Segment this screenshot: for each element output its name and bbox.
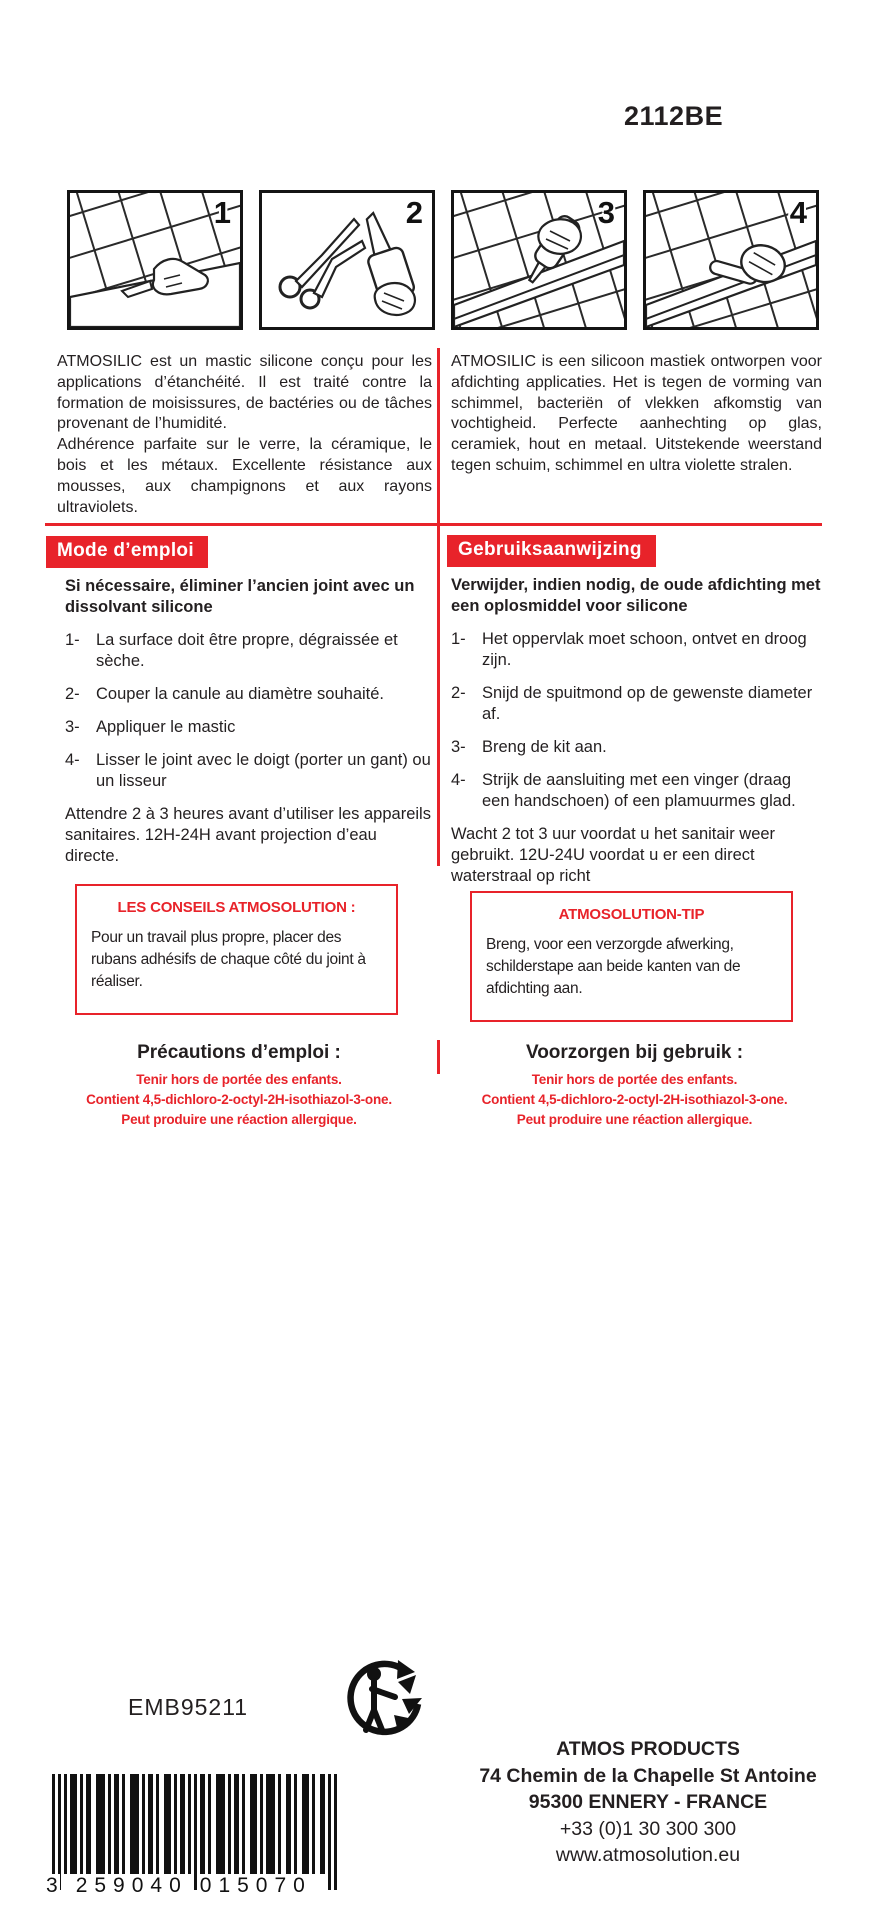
step-number: 1- [451, 629, 466, 648]
step-item [451, 770, 822, 812]
subheading-fr: Si nécessaire, éliminer l’ancien joint avec un dissolvant silicone [65, 577, 415, 617]
precaution-line: Peut produire une réaction allergique. [121, 1112, 357, 1127]
pictogram-number: 3 [597, 195, 615, 230]
section-header-fr: Mode d’emploi [46, 536, 208, 568]
tip-title: ATMOSOLUTION-TIP [558, 905, 705, 923]
french-column [46, 352, 432, 1015]
step-text: Appliquer le mastic [96, 718, 236, 737]
pictogram-number: 2 [405, 195, 423, 230]
step-text: Breng de kit aan. [482, 737, 607, 756]
intro-paragraph-nl: ATMOSILIC is een silicoon mastiek ontworpen voor afdichting applicaties. Het is tegen de vorming van schimmel, bacteriën of vlekken afkomstig van vochtigheid. Perfecte aanhechting op glas, ceramiek, hout en metaal. Uitstekende weerstand tegen schuim, schimmel en ultra violette stralen. [451, 353, 822, 474]
company-phone: +33 (0)1 30 300 300 [559, 1817, 737, 1840]
company-address-line1: 74 Chemin de la Chapelle St Antoine [479, 1764, 817, 1787]
intro-paragraph-fr-2: Adhérence parfaite sur le verre, la céramique, le bois et les métaux. Excellente résistance aux mousses, aux champignons et aux rayons ultraviolets. [57, 436, 432, 516]
subheading-nl: Verwijder, indien nodig, de oude afdichting met een oplosmiddel voor silicone [451, 575, 821, 615]
precautions-nl [447, 1042, 822, 1130]
company-address-block [452, 1736, 844, 1869]
step-item [451, 683, 822, 725]
company-website: www.atmosolution.eu [555, 1844, 741, 1866]
precautions-title: Précautions d’emploi : [137, 1042, 341, 1063]
precaution-line: Contient 4,5-dichloro-2-octyl-2H-isothiazol-3-one. [86, 1092, 392, 1107]
step-item [451, 629, 822, 671]
company-address-line2: 95300 ENNERY - FRANCE [528, 1791, 768, 1813]
step-number: 2- [451, 683, 466, 702]
drying-note-nl: Wacht 2 tot 3 uur voordat u het sanitair weer gebruikt. 12U-24U voordat u er een direct waterstraal op richt [451, 824, 776, 885]
precaution-line: Tenir hors de portée des enfants. [136, 1072, 342, 1087]
barcode-digits [44, 1874, 315, 1898]
pictogram-number: 4 [789, 195, 807, 230]
step-number: 2- [65, 685, 80, 704]
precautions-lines [447, 1070, 822, 1130]
tip-body: Breng, voor een verzorgde afwerking, schilderstape aan beide kanten van de afdichting aan. [486, 935, 741, 997]
step-text: Lisser le joint avec le doigt (porter un gant) ou un lisseur [96, 751, 431, 791]
step-item [451, 737, 822, 758]
precautions-divider [437, 1040, 440, 1074]
step-item [65, 750, 432, 792]
step-text: Strijk de aansluiting met een vinger (draag een handschoen) of een plamuurmes glad. [482, 770, 796, 810]
precautions-lines [46, 1070, 432, 1130]
step-text: Snijd de spuitmond op de gewenste diameter af. [482, 683, 813, 723]
barcode-group-1: 259040 [73, 1874, 191, 1898]
intro-paragraph-fr: ATMOSILIC est un mastic silicone conçu pour les applications d’étanchéité. Il est traité contre la formation de moisissures, de bactéries ou de tâches provenant de l’humidité. [57, 353, 432, 433]
step-number: 1- [65, 631, 80, 650]
step-number: 4- [451, 770, 466, 789]
step-text: Couper la canule au diamètre souhaité. [96, 685, 385, 704]
precaution-line: Contient 4,5-dichloro-2-octyl-2H-isothiazol-3-one. [481, 1092, 788, 1107]
section-header-nl: Gebruiksaanwijzing [447, 535, 656, 567]
pictogram-step-3 [451, 190, 627, 330]
step-text: Het oppervlak moet schoon, ontvet en droog zijn. [482, 629, 807, 669]
company-name: ATMOS PRODUCTS [556, 1738, 740, 1760]
tip-box-fr [75, 884, 398, 1015]
product-code: 2112BE [624, 101, 724, 131]
drying-note-fr: Attendre 2 à 3 heures avant d’utiliser les appareils sanitaires. 12H-24H avant projection d’eau directe. [65, 805, 431, 866]
precautions-fr [46, 1042, 432, 1130]
pictogram-step-4 [643, 190, 819, 330]
barcode-group-2: 015070 [197, 1874, 315, 1898]
pictogram-step-1 [67, 190, 243, 330]
step-number: 3- [451, 737, 466, 756]
precaution-line: Peut produire une réaction allergique. [516, 1112, 753, 1127]
step-item [65, 630, 432, 672]
precautions-title: Voorzorgen bij gebruik : [525, 1042, 744, 1063]
tip-title: LES CONSEILS ATMOSOLUTION : [117, 899, 356, 917]
step-item [65, 717, 432, 738]
column-divider [437, 348, 440, 866]
tip-box-nl [470, 891, 793, 1022]
tip-body: Pour un travail plus propre, placer des rubans adhésifs de chaque côté du joint à réaliser. [91, 929, 366, 991]
triman-recycling-icon [343, 1658, 427, 1747]
step-number: 3- [65, 718, 80, 737]
pictogram-row [67, 190, 819, 330]
emb-code: EMB95211 [128, 1694, 249, 1720]
step-item [65, 684, 432, 705]
barcode-digit-first: 3 [46, 1874, 58, 1897]
precaution-line: Tenir hors de portée des enfants. [531, 1072, 738, 1087]
pictogram-number: 1 [213, 195, 231, 230]
dutch-column [447, 352, 822, 1022]
step-text: La surface doit être propre, dégraissée et sèche. [96, 631, 398, 671]
step-number: 4- [65, 751, 80, 770]
pictogram-step-2 [259, 190, 435, 330]
